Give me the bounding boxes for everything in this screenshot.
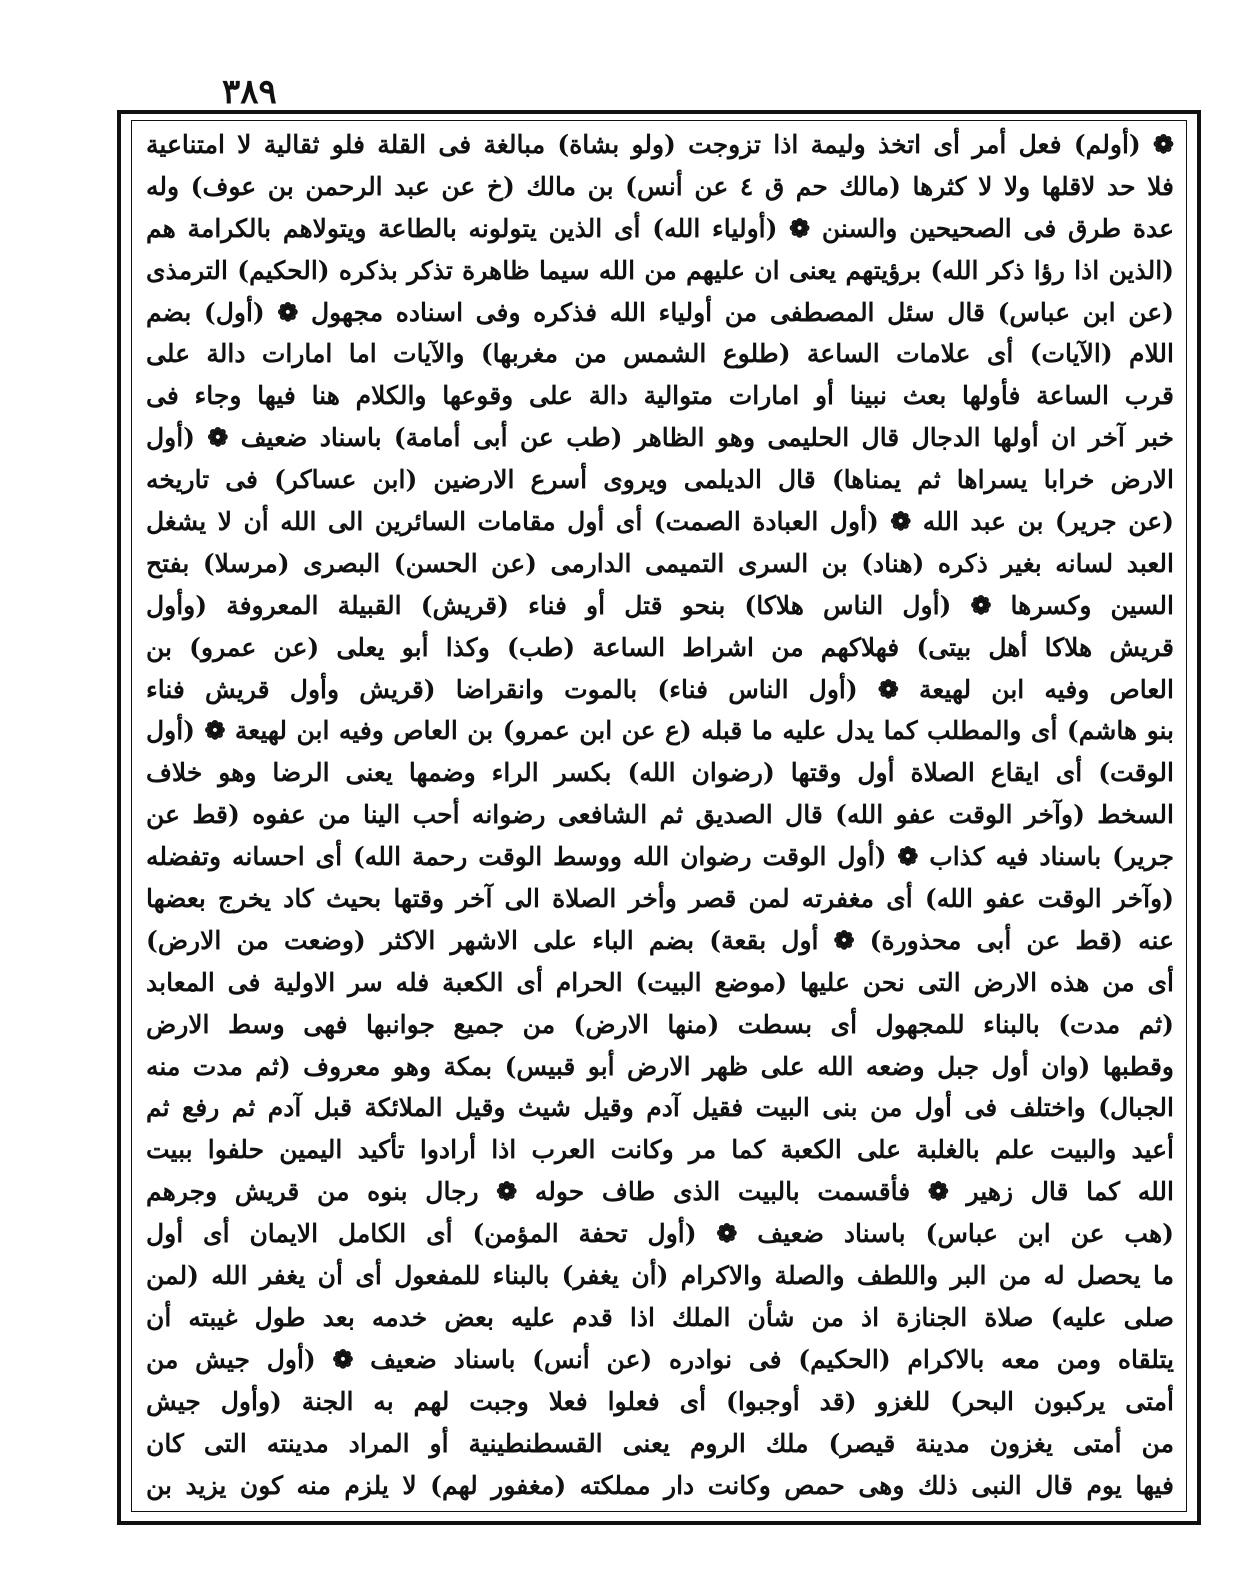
- page-number: ٣٨٩: [222, 72, 277, 112]
- text-line: ❁ (أولم) فعل أمر أى اتخذ وليمة اذا تزوجت (ولو بشاة) مبالغة فى القلة فلو ثقالية لا امتناعية: [146, 130, 1174, 159]
- text-line: وقطبها (وان أول جبل وضعه الله على ظهر الارض أبو قبيس) بمكة وهو معروف (ثم مدت منه: [146, 1051, 1174, 1081]
- text-line: الله كما قال زهير ❁ فأقسمت بالبيت الذى طاف حوله ❁ رجال بنوه من قريش وجرهم: [146, 1177, 1174, 1207]
- text-line: (عن ابن عباس) قال سئل المصطفى من أولياء الله فذكره وفى اسناده مجهول ❁ (أول) بضم: [146, 297, 1174, 327]
- text-line: اللام (الآيات) أى علامات الساعة (طلوع الشمس من مغربها) والآيات اما امارات دالة على: [146, 339, 1174, 369]
- text-line: (عن جرير) بن عبد الله ❁ (أول العبادة الصمت) أى أول مقامات السائرين الى الله أن لا يشغل: [146, 507, 1174, 537]
- text-line: العاص وفيه ابن لهيعة ❁ (أول الناس فناء) بالموت وانقراضا (قريش وأول قريش فناء: [146, 674, 1174, 704]
- text-line: بنو هاشم) أى والمطلب كما يدل عليه ما قبله (ع عن ابن عمرو) بن العاص وفيه ابن لهيعة ❁ (أول: [146, 716, 1174, 746]
- text-line: العبد لسانه بغير ذكره (هناد) بن السرى التميمى الدارمى (عن الحسن) البصرى (مرسلا) بفتح: [146, 548, 1174, 578]
- text-line: قرب الساعة فأولها بعث نبينا أو امارات متوالية دالة على وقوعها والكلام هنا فيها وجاء فى: [146, 381, 1174, 411]
- text-line: (الذين اذا رؤا ذكر الله) برؤيتهم يعنى ان عليهم من الله سيما ظاهرة تذكر بذكره (الحكيم) الترمذى: [146, 255, 1174, 285]
- text-line: أمتى يركبون البحر) للغزو (قد أوجبوا) أى فعلوا فعلا وجبت لهم به الجنة (وأول جيش: [146, 1386, 1174, 1416]
- text-line: (وآخر الوقت عفو الله) أى مغفرته لمن قصر وأخر الصلاة الى آخر وقتها بحيث كاد يخرج بعضها: [146, 884, 1174, 914]
- text-line: الارض خرابا يسراها ثم يمناها) قال الديلمى ويروى أسرع الارضين (ابن عساكر) فى تاريخه: [146, 465, 1174, 495]
- text-line: السين وكسرها ❁ (أول الناس هلاكا) بنحو قتل أو فناء (قريش) القبيلة المعروفة (وأول: [146, 590, 1174, 620]
- text-body: [146, 124, 1174, 1508]
- text-line: جرير) باسناد فيه كذاب ❁ (أول الوقت رضوان الله ووسط الوقت رحمة الله) أى احسانه وتفضله: [146, 842, 1174, 872]
- text-line: أى من هذه الارض التى نحن عليها (موضع البيت) الحرام أى الكعبة فله سر الاولية فى المعابد: [146, 967, 1174, 997]
- text-line: الجبال) واختلف فى أول من بنى البيت فقيل آدم وقيل شيث وقيل الملائكة قبل آدم ثم رفع ثم: [146, 1093, 1174, 1123]
- text-line: أعيد والبيت علم بالغلبة على الكعبة كما مر وكانت العرب اذا أرادوا تأكيد اليمين حلفوا ببيت: [146, 1135, 1174, 1165]
- text-line: فيها يوم قال النبى ذلك وهى حمص وكانت دار مملكته (مغفور لهم) لا يلزم منه كون يزيد بن: [146, 1470, 1174, 1500]
- text-line: (هب عن ابن عباس) باسناد ضعيف ❁ (أول تحفة المؤمن) أى الكامل الايمان أى أول: [146, 1219, 1174, 1249]
- text-line: صلى عليه) صلاة الجنازة اذ من شأن الملك اذا قدم عليه بعض خدمه بعد طول غيبته أن: [146, 1302, 1174, 1332]
- text-line: عدة طرق فى الصحيحين والسنن ❁ (أولياء الله) أى الذين يتولونه بالطاعة ويتولاهم بالكرامة هم: [146, 213, 1174, 243]
- text-line: السخط (وآخر الوقت عفو الله) قال الصديق ثم الشافعى رضوانه أحب الينا من عفوه (قط عن: [146, 800, 1174, 830]
- text-line: خبر آخر ان أولها الدجال قال الحليمى وهو الظاهر (طب عن أبى أمامة) باسناد ضعيف ❁ (أول: [146, 423, 1174, 453]
- text-line: من أمتى يغزون مدينة قيصر) ملك الروم يعنى القسطنطينية أو المراد مدينته التى كان: [146, 1428, 1174, 1458]
- text-line: (ثم مدت) بالبناء للمجهول أى بسطت (منها الارض) من جميع جوانبها فهى وسط الارض: [146, 1009, 1174, 1039]
- text-line: الوقت) أى ايقاع الصلاة أول وقتها (رضوان الله) بكسر الراء وضمها يعنى الرضا وهو خلاف: [146, 758, 1174, 788]
- text-line: فلا حد لاقلها ولا لا كثرها (مالك حم ق ٤ عن أنس) بن مالك (خ عن عبد الرحمن بن عوف) وله: [146, 171, 1174, 201]
- text-line: يتلقاه ومن معه بالاكرام (الحكيم) فى نوادره (عن أنس) باسناد ضعيف ❁ (أول جيش من: [146, 1344, 1174, 1374]
- text-line: قريش هلاكا أهل بيتى) فهلاكهم من اشراط الساعة (طب) وكذا أبو يعلى (عن عمرو) بن: [146, 632, 1174, 662]
- text-line: عنه (قط عن أبى محذورة) ❁ أول بقعة) بضم الباء على الاشهر الاكثر (وضعت من الارض): [146, 925, 1174, 955]
- text-line: ما يحصل له من البر واللطف والصلة والاكرام (أن يغفر) بالبناء للمفعول أى أن يغفر الله (لمن: [146, 1261, 1174, 1291]
